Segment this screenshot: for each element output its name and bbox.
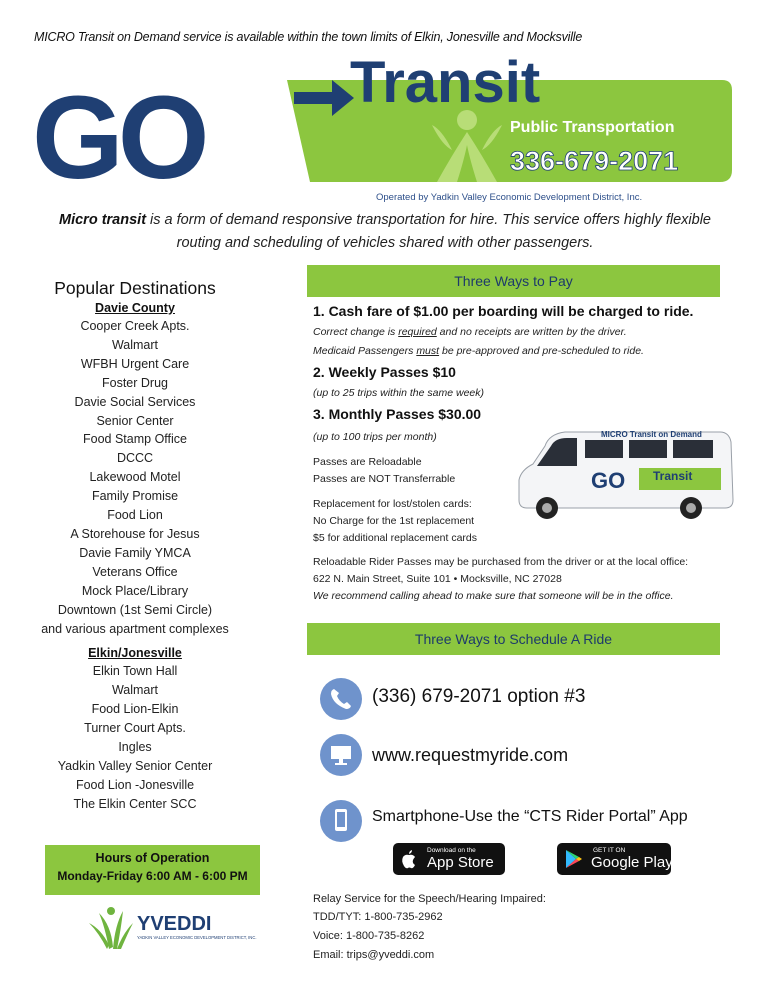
list-item: Veterans Office	[92, 564, 178, 579]
intro-text: is a form of demand responsive transportation for hire. This service offers highly flexible routing and scheduling of vehicles shared with other passengers.	[146, 212, 711, 251]
list-item: Mock Place/Library	[81, 583, 189, 598]
list-item: Food Lion	[107, 508, 163, 523]
note-text: Correct change is	[313, 326, 399, 338]
schedule-app: Smartphone-Use the “CTS Rider Portal” App	[372, 808, 688, 825]
van-label: MICRO Transit on Demand	[601, 430, 702, 439]
yveddi-logo	[85, 905, 257, 953]
logo-subtitle: Public Transportation	[510, 119, 675, 136]
list-item: Cooper Creek Apts.	[80, 319, 190, 333]
passes-reloadable: Passes are Reloadable	[313, 456, 422, 468]
list-item: Foster Drug	[102, 375, 168, 390]
tdd-number: TDD/TYT: 1-800-735-2962	[313, 911, 443, 923]
list-item: Walmart	[111, 683, 159, 698]
logo-transit: Transit	[350, 50, 541, 115]
list-item: A Storehouse for Jesus	[70, 526, 200, 541]
list-item: The Elkin Center SCC	[73, 796, 197, 811]
schedule-website[interactable]: www.requestmyride.com	[372, 745, 569, 765]
note-underline: must	[416, 345, 440, 357]
pay-item-monthly: 3. Monthly Passes $30.00	[313, 406, 482, 422]
office-address: 622 N. Main Street, Suite 101 • Mocksville, NC 27028	[313, 573, 562, 585]
apple-icon	[401, 849, 417, 869]
voice-number: Voice: 1-800-735-8262	[313, 930, 425, 942]
transit-van-image	[515, 428, 735, 523]
purchase-info: Reloadable Rider Passes may be purchased from the driver or at the local office:	[313, 556, 689, 568]
operated-by: Operated by Yadkin Valley Economic Development District, Inc.	[376, 192, 643, 203]
yveddi-name: YVEDDI	[137, 913, 212, 935]
schedule-heading: Three Ways to Schedule A Ride	[307, 623, 720, 655]
monitor-icon	[320, 734, 362, 776]
list-item: Family Promise	[91, 489, 179, 504]
logo-go: GO	[32, 72, 204, 204]
intro-bold: Micro transit	[59, 212, 147, 228]
note-underline: required	[398, 326, 437, 338]
replacement-first: No Charge for the 1st replacement	[313, 515, 475, 527]
google-play-small: GET IT ON	[593, 847, 626, 854]
relay-service: Relay Service for the Speech/Hearing Impaired:	[313, 893, 546, 905]
pay-heading: Three Ways to Pay	[307, 265, 720, 297]
pay-item-weekly: 2. Weekly Passes $10	[313, 364, 456, 380]
davie-county-heading: Davie County	[95, 301, 175, 315]
list-item: Turner Court Apts.	[84, 721, 186, 736]
hours-of-operation	[45, 845, 260, 895]
list-item: WFBH Urgent Care	[80, 356, 190, 371]
pay-note-medicaid	[313, 345, 644, 357]
go-transit-logo	[32, 50, 732, 204]
list-item: Senior Center	[96, 413, 174, 428]
google-play-big: Google Play	[591, 854, 673, 871]
list-item: Food Lion-Elkin	[91, 702, 179, 717]
note-text: and no receipts are written by the driver.	[436, 326, 627, 338]
google-play-badge[interactable]	[557, 843, 671, 875]
popular-destinations	[30, 277, 240, 814]
van-go: GO	[591, 468, 626, 493]
list-item: Davie Family YMCA	[79, 545, 191, 560]
elkin-list	[30, 662, 240, 813]
list-item: Walmart	[111, 337, 159, 352]
destinations-title: Popular Destinations	[54, 278, 216, 298]
pay-note-weekly: (up to 25 trips within the same week)	[313, 387, 484, 399]
passes-not-transferrable: Passes are NOT Transferrable	[313, 473, 456, 485]
hours-title: Hours of Operation	[95, 851, 210, 865]
list-item: Downtown (1st Semi Circle)	[57, 602, 213, 617]
call-ahead-note: We recommend calling ahead to make sure that someone will be in the office.	[313, 590, 674, 602]
app-store-small: Download on the	[427, 847, 476, 854]
list-item: Food Stamp Office	[83, 432, 187, 447]
replacement-additional: $5 for additional replacement cards	[313, 532, 478, 544]
list-item: Davie Social Services	[74, 394, 196, 409]
pay-note-correct-change	[313, 326, 627, 338]
list-item: Food Lion -Jonesville	[75, 777, 195, 792]
logo-phone: 336-679-2071	[510, 146, 679, 176]
app-store-badge[interactable]	[393, 843, 505, 875]
pay-item-cash: 1. Cash fare of $1.00 per boarding will be charged to ride.	[313, 303, 694, 319]
list-item: Lakewood Motel	[89, 470, 181, 485]
phone-icon	[320, 678, 362, 720]
replacement-title: Replacement for lost/stolen cards:	[313, 498, 472, 510]
app-store-big: App Store	[427, 854, 494, 871]
van-transit: Transit	[653, 469, 693, 483]
list-item: DCCC	[116, 451, 154, 466]
pay-note-monthly: (up to 100 trips per month)	[313, 431, 437, 443]
note-text: Medicaid Passengers	[313, 345, 417, 357]
note-text: be pre-approved and pre-scheduled to ride.	[439, 345, 644, 357]
list-item: and various apartment complexes	[41, 621, 229, 636]
davie-list	[30, 317, 240, 638]
yveddi-tagline: YADKIN VALLEY ECONOMIC DEVELOPMENT DISTRICT, INC.	[137, 935, 257, 940]
email-address[interactable]: Email: trips@yveddi.com	[313, 949, 435, 961]
hours-value: Monday-Friday 6:00 AM - 6:00 PM	[57, 869, 248, 883]
list-item: Ingles	[118, 740, 152, 755]
schedule-phone: (336) 679-2071 option #3	[372, 686, 586, 707]
google-play-icon	[565, 849, 583, 869]
list-item: Elkin Town Hall	[92, 664, 178, 679]
list-item: Yadkin Valley Senior Center	[57, 758, 213, 773]
smartphone-icon	[320, 800, 362, 842]
service-area-note: MICRO Transit on Demand service is available within the town limits of Elkin, Jonesville and Mocksville	[34, 30, 583, 44]
elkin-jonesville-heading: Elkin/Jonesville	[88, 646, 182, 661]
intro-paragraph	[40, 209, 730, 255]
